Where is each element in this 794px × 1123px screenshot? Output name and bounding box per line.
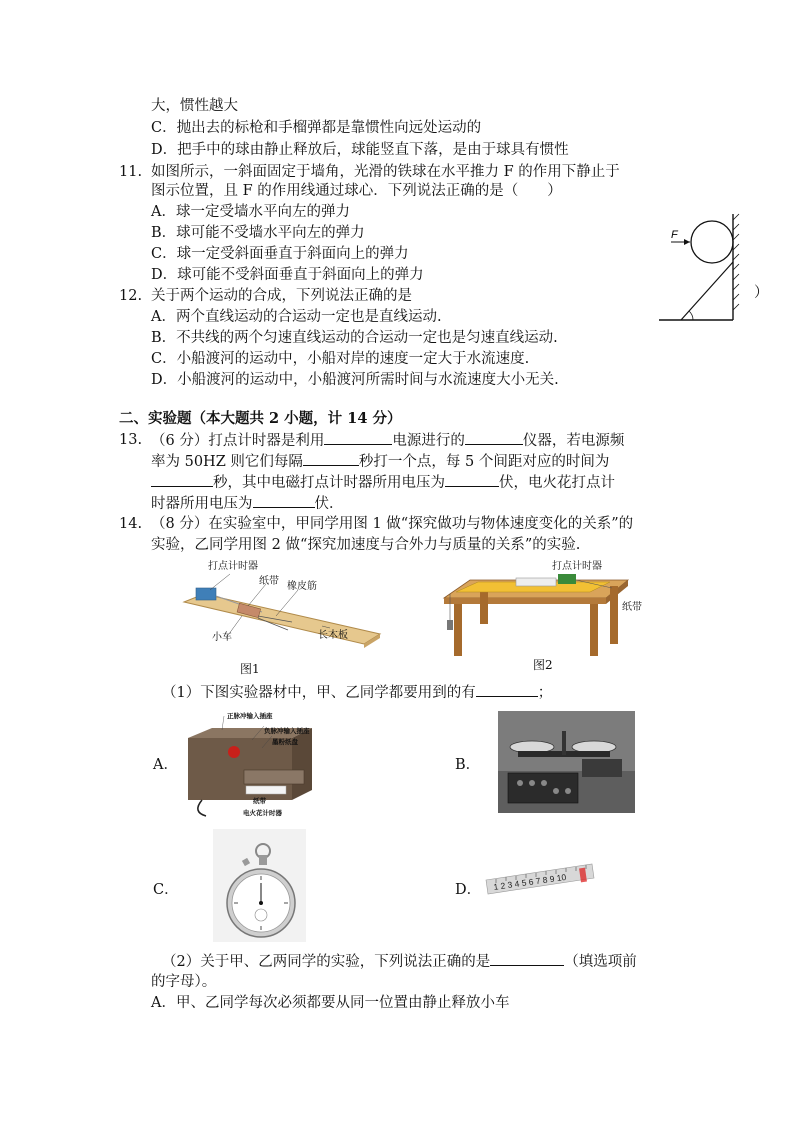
q13-text-4: 率为 50HZ 则它们每隔 — [151, 454, 303, 470]
q14-stem-line1: （8 分）在实验室中，甲同学用图 1 做“探究做功与物体速度变化的关系”的 — [151, 516, 634, 532]
q14-sub1-end: ； — [537, 685, 553, 701]
q14-sub1-blank[interactable] — [476, 682, 538, 697]
fig1-tape-label: 纸带 — [259, 576, 279, 587]
q13-text-6: 秒，其中电磁打点计时器所用电压为 — [213, 475, 445, 491]
q13-text-8: 时器所用电压为 — [151, 496, 253, 512]
q12-number: 12. — [119, 288, 143, 304]
q13-blank-2[interactable] — [465, 430, 523, 445]
stopwatch-image — [213, 829, 306, 942]
q13-line1 — [151, 430, 624, 451]
fig2-caption: 图2 — [533, 658, 553, 672]
q13-text-7: 伏，电火花打点计 — [499, 475, 615, 491]
q14-sub2-text: （2）关于甲、乙两同学的实验，下列说法正确的是 — [162, 954, 491, 970]
q13-line2 — [151, 451, 609, 472]
q13-blank-1[interactable] — [324, 430, 392, 445]
fig1-board-label: 长木板 — [318, 630, 348, 641]
q10-option-d: D．把手中的球由静止释放后，球能竖直下落，是由于球具有惯性 — [151, 142, 569, 158]
fig2-tape-label: 纸带 — [622, 602, 642, 613]
q13-number: 13. — [119, 432, 143, 448]
q14-sub2-end: （填选项前 — [564, 954, 637, 970]
spark-pos-label: 正脉冲输入插座 — [227, 712, 273, 720]
q14-sub2-blank[interactable] — [490, 951, 564, 966]
q11-stem-line2: 图示位置，且 F 的作用线通过球心．下列说法正确的是（ ） — [151, 183, 562, 199]
spark-timer-name: 电火花计时器 — [243, 809, 282, 817]
option-c-label: C． — [153, 882, 179, 898]
section-2-title: 二、实验题（本大题共 2 小题，计 14 分） — [119, 410, 402, 427]
q11-stem-line1: 如图所示，一斜面固定于墙角，光滑的铁球在水平推力 F 的作用下静止于 — [151, 164, 620, 180]
q14-sub2-line1 — [162, 951, 637, 972]
q12-option-c: C．小船渡河的运动中，小船对岸的速度一定大于水流速度. — [151, 351, 530, 367]
fig1-caption: 图1 — [240, 662, 260, 676]
q14-sub2-option-a: A．甲、乙同学每次必须都要从同一位置由静止释放小车 — [151, 995, 510, 1011]
q13-blank-5[interactable] — [445, 472, 499, 487]
q13-blank-3[interactable] — [303, 451, 359, 466]
option-d-label: D． — [455, 882, 482, 898]
q14-stem-line2: 实验，乙同学用图 2 做“探究加速度与合外力与质量的关系”的实验. — [151, 537, 581, 553]
q14-sub1-text: （1）下图实验器材中，甲、乙同学都要用到的有 — [162, 685, 476, 701]
q11-option-a: A．球一定受墙水平向左的弹力 — [151, 204, 350, 220]
force-f-label: F — [671, 229, 678, 241]
fig1-timer-label: 打点计时器 — [208, 561, 258, 572]
q11-number: 11. — [119, 164, 143, 180]
fig1-cart-label: 小车 — [212, 632, 232, 643]
q10-continuation: 大，惯性越大 — [151, 98, 238, 114]
ruler-image — [482, 858, 598, 898]
q12-option-a: A．两个直线运动的合运动一定也是直线运动. — [151, 309, 442, 325]
q13-blank-6[interactable] — [253, 493, 315, 508]
q11-option-d: D．球可能不受斜面垂直于斜面向上的弹力 — [151, 267, 424, 283]
balance-scale-image — [498, 711, 635, 813]
spark-ink-label: 墨粉纸盘 — [272, 738, 298, 746]
q12-option-b: B．不共线的两个匀速直线运动的合运动一定也是匀速直线运动. — [151, 330, 558, 346]
spark-neg-label: 负脉冲输入插座 — [264, 727, 310, 735]
q12-option-d: D．小船渡河的运动中，小船渡河所需时间与水流速度大小无关. — [151, 372, 559, 388]
q14-sub1 — [162, 682, 552, 703]
figure-2-apparatus — [440, 568, 630, 658]
q13-line3 — [151, 472, 615, 493]
fig2-timer-label: 打点计时器 — [552, 561, 602, 572]
q10-option-c: C．抛出去的标枪和手榴弹都是靠惯性向远处运动的 — [151, 120, 482, 136]
q11-option-c: C．球一定受斜面垂直于斜面向上的弹力 — [151, 246, 409, 262]
fig1-rubber-label: 橡皮筋 — [287, 581, 317, 592]
q13-text-5: 秒打一个点，每 5 个间距对应的时间为 — [358, 454, 610, 470]
spark-tape-label: 纸带 — [253, 797, 266, 805]
q11-option-b: B．球可能不受墙水平向左的弹力 — [151, 225, 365, 241]
stray-parenthesis: ） — [754, 285, 769, 301]
q13-text-1: （6 分）打点计时器是利用 — [151, 433, 325, 449]
ruler-digits: 1 2 3 4 5 6 7 8 9 10 — [492, 871, 567, 892]
q13-text-9: 伏． — [314, 496, 344, 512]
ball-incline-figure — [655, 210, 745, 325]
q12-stem: 关于两个运动的合成，下列说法正确的是 — [151, 288, 412, 304]
option-b-label: B． — [455, 757, 481, 773]
q14-number: 14. — [119, 516, 143, 532]
option-a-label: A． — [153, 757, 178, 773]
q13-text-2: 电源进行的 — [392, 433, 465, 449]
q13-text-3: 仪器，若电源频 — [522, 433, 625, 449]
q14-sub2-line2: 的字母）。 — [151, 974, 217, 990]
q13-line4 — [151, 493, 344, 514]
q13-blank-4[interactable] — [151, 472, 213, 487]
